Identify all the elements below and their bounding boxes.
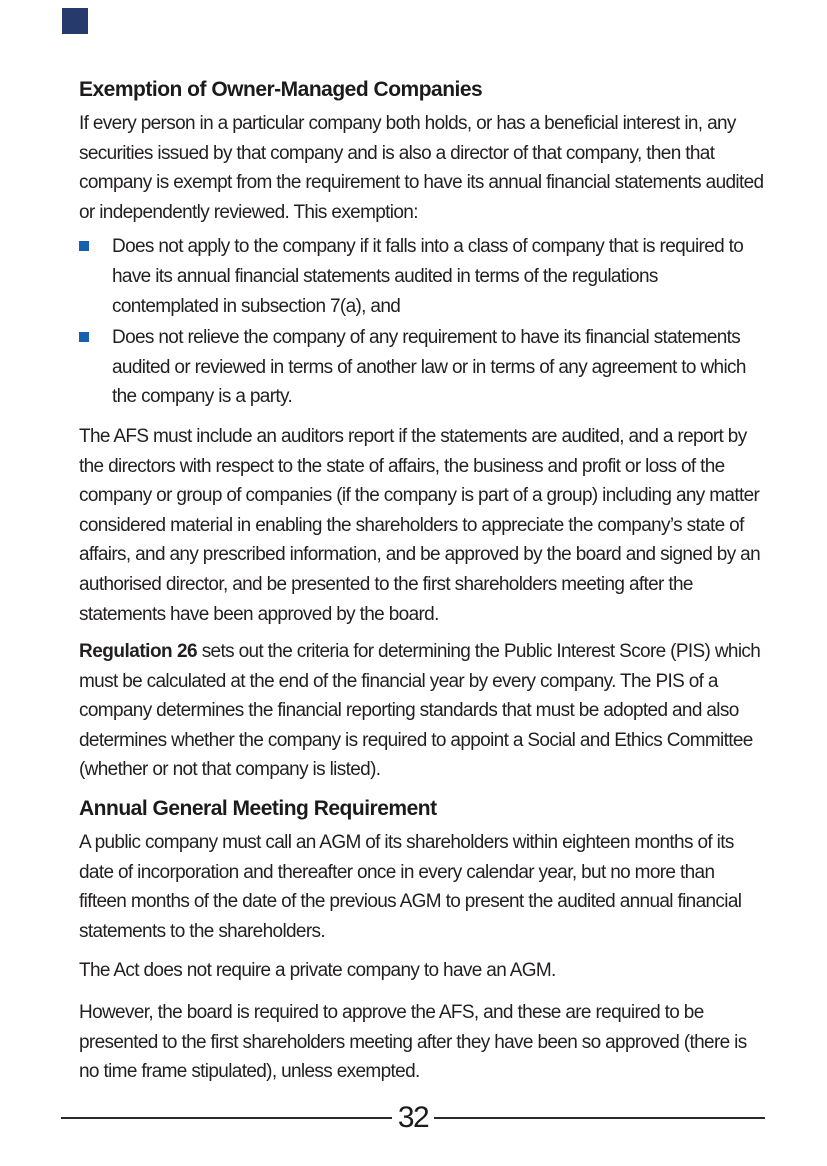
footer-rule-left: [61, 1117, 392, 1119]
bullet-item-does-not-apply: [79, 232, 765, 321]
bullet-item-does-not-relieve: [79, 323, 765, 412]
agm-public-company-paragraph: A public company must call an AGM of its shareholders within eighteen months of its date of incorporation and thereafter once in every calendar year, but no more than fifteen months of the date of the previous AGM to present the audited annual financial statements to the shareholders.: [79, 832, 742, 942]
heading-agm-requirement: Annual General Meeting Requirement: [79, 797, 437, 821]
regulation-26-text: sets out the criteria for determining the Public Interest Score (PIS) which must be calculated at the end of the financial year by every company. The PIS of a company determines the financial reporting standards that must be adopted and also determines whether the company is required to appoint a Social and Ethics Committee (whether or not that company is listed).: [79, 641, 761, 781]
agm-private-company-paragraph: The Act does not require a private company to have an AGM.: [79, 960, 556, 982]
exemption-intro-paragraph: If every person in a particular company both holds, or has a beneficial interest in, any securities issued by that company and is also a director of that company, then that company is exempt from the requirement to have its annual financial statements audited or independently reviewed. This exemption:: [79, 113, 764, 223]
bullet-square-icon: [79, 241, 89, 251]
footer-rule-right: [434, 1117, 765, 1119]
bullet-square-icon: [79, 332, 89, 342]
regulation-26-lead: Regulation 26: [79, 641, 198, 663]
agm-board-approval-paragraph: However, the board is required to approve the AFS, and these are required to be presented to the first shareholders meeting after they have been so approved (there is no time frame stipulated), unless exempted.: [79, 1002, 747, 1083]
regulation-26-paragraph: [79, 637, 765, 785]
bullet-item-text: Does not relieve the company of any requirement to have its financial statements audited or reviewed in terms of another law or in terms of any agreement to which the company is a party.: [112, 327, 746, 408]
page-number: 32: [397, 1101, 429, 1134]
bullet-item-text: Does not apply to the company if it falls into a class of company that is required to have its annual financial statements audited in terms of the regulations contemplated in subsection 7(a), and: [112, 236, 744, 317]
afs-requirements-paragraph: The AFS must include an auditors report if the statements are audited, and a report by the directors with respect to the state of affairs, the business and profit or loss of the company or group of companies (if the company is part of a group) including any matter considered material in enabling the shareholders to appreciate the company’s state of affairs, and any prescribed information, and be approved by the board and signed by an authorised director, and be presented to the first shareholders meeting after the statements have been approved by the board.: [79, 425, 761, 625]
exemption-bullet-list: [79, 232, 765, 412]
page-footer: [61, 1103, 765, 1133]
heading-exemption-owner-managed: Exemption of Owner-Managed Companies: [79, 78, 483, 101]
